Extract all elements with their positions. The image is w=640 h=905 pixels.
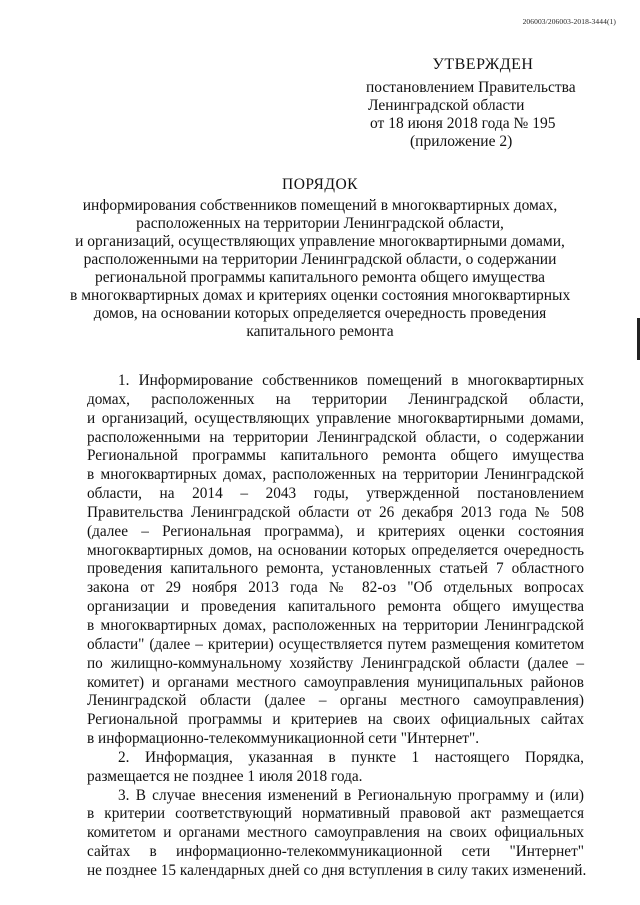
document-id: 206003/206003-2018-3444(1) — [522, 17, 616, 26]
approval-line: (приложение 2) — [410, 133, 513, 150]
paragraph-1-line: организации и проведения капитального ремонта общего имущества — [87, 598, 584, 616]
paragraph-1-line: и организаций, осуществляющих управление многоквартирными домами, — [87, 409, 584, 427]
heading-line: капитального ремонта — [246, 323, 394, 340]
paragraph-1-line: в информационно-телекоммуникационной сети "Интернет". — [87, 730, 480, 748]
approval-title: УТВЕРЖДЕН — [432, 56, 534, 73]
heading-line: информирования собственников помещений в многоквартирных домах, — [82, 197, 558, 214]
paragraph-1-line: в многоквартирных домах, расположенных на территории Ленинградской — [87, 616, 584, 634]
paragraph-1-line: проведения капитального ремонта, установленных статьей 7 областного — [87, 560, 584, 578]
heading-line: региональной программы капитального ремонта общего имущества — [95, 269, 545, 286]
paragraph-1-line: 1. Информирование собственников помещений в многоквартирных — [118, 372, 584, 389]
document-heading — [70, 176, 570, 341]
paragraph-1-line: по жилищно-коммунальному хозяйству Ленинградской области (далее – — [87, 654, 584, 672]
heading-line: расположенными на территории Ленинградской области, о содержании — [83, 251, 557, 268]
paragraph-1-line: Ленинградской области (далее – органы местного самоуправления) — [87, 692, 584, 710]
paragraph-1-line: расположенными на территории Ленинградской области, о содержании — [87, 428, 584, 446]
paragraph-2-line: 2. Информация, указанная в пункте 1 настоящего Порядка, — [118, 748, 584, 766]
paragraph-1-line: Региональной программы капитального ремонта общего имущества — [87, 447, 584, 465]
paragraph-1-line: Правительства Ленинградской области от 26 декабря 2013 года № 508 — [87, 503, 584, 521]
paragraph-1-line: области, на 2014 – 2043 годы, утвержденной постановлением — [87, 485, 584, 503]
paragraph-3-line: комитетом и органами местного самоуправления на своих официальных — [87, 824, 584, 842]
paragraph-1-line: закона от 29 ноября 2013 года № 82-оз "Об отдельных вопросах — [87, 579, 584, 597]
paragraph-1-line: Региональной программы и критериев на своих официальных сайтах — [87, 711, 584, 729]
heading-line: и организаций, осуществляющих управление многоквартирными домами, — [75, 233, 565, 250]
approval-line: Ленинградской области — [368, 97, 525, 114]
paragraph-3-line: в критерии соответствующий нормативный правовой акт размещается — [87, 805, 584, 823]
heading-line: домов, на основании которых определяется очередность проведения — [93, 305, 547, 322]
approval-line: постановлением Правительства — [366, 79, 576, 96]
paragraph-1-line: домах, расположенных на территории Ленинградской области, — [87, 390, 584, 408]
document-body — [87, 372, 587, 881]
paragraph-1-line: в многоквартирных домах, расположенных на территории Ленинградской — [87, 466, 584, 484]
approval-block — [360, 56, 600, 151]
paragraph-2-line: размещается не позднее 1 июля 2018 года. — [87, 767, 363, 785]
paragraph-3-line: не позднее 15 календарных дней со дня вступления в силу таких изменений. — [87, 861, 587, 879]
paragraph-3-line: сайтах в информационно-телекоммуникационной сети "Интернет" — [87, 843, 584, 861]
paragraph-1-line: многоквартирных домов, на основании которых определяется очередность — [87, 541, 584, 559]
heading-line: расположенных на территории Ленинградской области, — [136, 215, 504, 232]
paragraph-3-line: 3. В случае внесения изменений в Региональную программу и (или) — [118, 786, 584, 804]
heading-line: в многоквартирных домах и критериях оценки состояния многоквартирных — [70, 287, 571, 304]
paragraph-1-line: комитет) и органами местного самоуправления муниципальных районов — [87, 673, 584, 691]
paragraph-1-line: (далее – Региональная программа), и критериях оценки состояния — [87, 522, 584, 540]
approval-line: от 18 июня 2018 года № 195 — [370, 115, 556, 132]
paragraph-1-line: области" (далее – критерии) осуществляется путем размещения комитетом — [87, 635, 584, 653]
heading-title: ПОРЯДОК — [282, 176, 358, 193]
